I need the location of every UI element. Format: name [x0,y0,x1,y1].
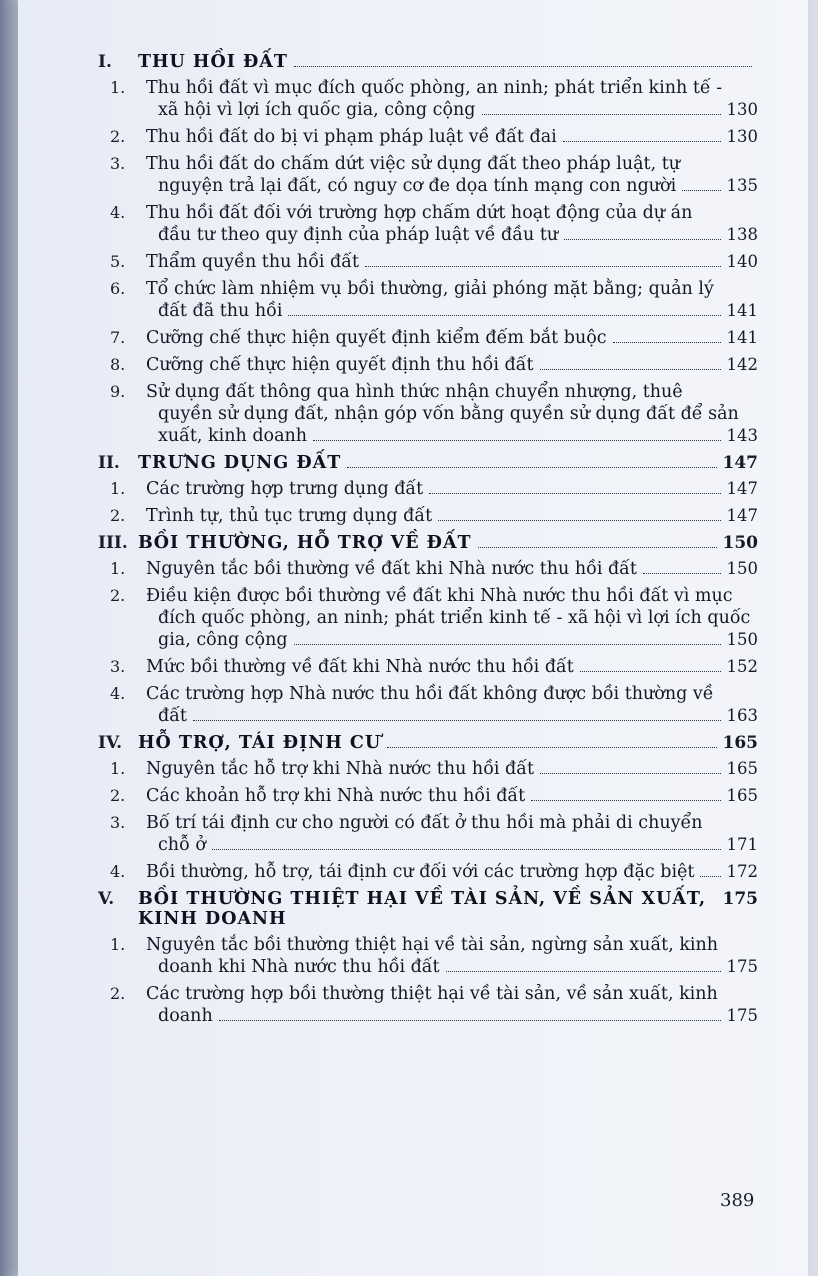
entry-text-continued: đất đã thu hồi [158,301,283,321]
entry-number: 6. [110,279,126,298]
entry-text-continued: chỗ ở [158,835,206,855]
entry-number: 2. [110,984,126,1003]
entry-page: 141 [726,301,758,320]
entry-number: 4. [110,862,126,881]
page-gutter [0,0,18,1276]
entry-page: 172 [726,862,758,881]
toc-entry [98,278,758,322]
entry-number: 3. [110,657,126,676]
toc-entry [98,251,758,273]
entry-number: 2. [110,127,126,146]
dot-leader [540,368,721,370]
entry-text: Các khoản hỗ trợ khi Nhà nước thu hồi đất [146,786,526,806]
entry-page: 165 [726,759,758,778]
page-number: 389 [720,1190,755,1211]
entry-number: 1. [110,78,126,97]
section-heading [98,533,758,553]
entry-text: Mức bồi thường về đất khi Nhà nước thu hồi đất [146,657,574,677]
entry-number: 2. [110,506,126,525]
dot-leader [347,466,716,468]
dot-leader [478,546,717,548]
toc-entry [98,683,758,727]
section-heading [98,889,758,929]
dot-leader [212,848,721,850]
toc-entry [98,656,758,678]
entry-page: 147 [726,479,758,498]
entry-number: 8. [110,355,126,374]
table-of-contents [98,52,758,1027]
entry-text-continued: đích quốc phòng, an ninh; phát triển kinh tế - xã hội vì lợi ích quốc [158,608,751,628]
entry-page: 147 [726,506,758,525]
dot-leader [446,970,721,972]
dot-leader [482,113,721,115]
entry-number: 3. [110,154,126,173]
entry-text-continued: quyền sử dụng đất, nhận góp vốn bằng quyền sử dụng đất để sản [158,404,739,424]
entry-page: 165 [726,786,758,805]
entry-number: 1. [110,759,126,778]
toc-entry [98,758,758,780]
entry-page: 171 [726,835,758,854]
section-title: HỖ TRỢ, TÁI ĐỊNH CƯ [138,733,382,753]
toc-entry [98,785,758,807]
dot-leader [682,189,720,191]
toc-entry [98,202,758,246]
entry-text: Điều kiện được bồi thường về đất khi Nhà nước thu hồi đất vì mục [146,586,733,606]
entry-text: Thu hồi đất do bị vi phạm pháp luật về đất đai [146,127,557,147]
section-page: 150 [722,533,758,553]
toc-entry [98,934,758,978]
entry-text: Bồi thường, hỗ trợ, tái định cư đối với các trường hợp đặc biệt [146,862,695,882]
dot-leader [564,238,720,240]
section-heading [98,52,758,72]
section-heading [98,733,758,753]
dot-leader [438,519,720,521]
toc-entry [98,77,758,121]
dot-leader [219,1019,721,1021]
entry-page: 141 [726,328,758,347]
entry-number: 5. [110,252,126,271]
dot-leader [580,670,721,672]
entry-number: 1. [110,935,126,954]
dot-leader [365,265,720,267]
entry-text-continued: đầu tư theo quy định của pháp luật về đầu tư [158,225,559,245]
entry-number: 1. [110,479,126,498]
toc-entry [98,153,758,197]
entry-text: Tổ chức làm nhiệm vụ bồi thường, giải phóng mặt bằng; quản lý [146,279,714,299]
entry-text: Thu hồi đất do chấm dứt việc sử dụng đất theo pháp luật, tự [146,154,680,174]
section-page: 147 [722,453,758,473]
dot-leader [563,140,721,142]
entry-text-continued: gia, công cộng [158,630,288,650]
dot-leader [613,341,721,343]
entry-text: Cưỡng chế thực hiện quyết định kiểm đếm bắt buộc [146,328,607,348]
entry-text: Thu hồi đất đối với trường hợp chấm dứt hoạt động của dự án [146,203,693,223]
entry-page: 175 [726,957,758,976]
entry-text: Sử dụng đất thông qua hình thức nhận chuyển nhượng, thuê [146,382,683,402]
section-number: IV. [98,733,123,753]
entry-number: 2. [110,786,126,805]
dot-leader [294,643,721,645]
dot-leader [294,65,752,67]
entry-number: 4. [110,203,126,222]
entry-text: Cưỡng chế thực hiện quyết định thu hồi đất [146,355,534,375]
entry-page: 163 [726,706,758,725]
entry-page: 130 [726,127,758,146]
toc-entry [98,983,758,1027]
entry-page: 142 [726,355,758,374]
entry-text-continued: doanh [158,1006,213,1026]
toc-entry [98,354,758,376]
dot-leader [540,772,720,774]
entry-text: Bố trí tái định cư cho người có đất ở thu hồi mà phải di chuyển [146,813,703,833]
entry-text: Các trường hợp Nhà nước thu hồi đất không được bồi thường về [146,684,714,704]
dot-leader [700,875,720,877]
entry-number: 1. [110,559,126,578]
toc-entry [98,812,758,856]
entry-number: 4. [110,684,126,703]
dot-leader [313,439,720,441]
entry-text: Nguyên tắc hỗ trợ khi Nhà nước thu hồi đất [146,759,535,779]
dot-leader [531,799,720,801]
entry-page: 140 [726,252,758,271]
toc-entry [98,126,758,148]
section-number: V. [98,889,115,909]
toc-entry [98,861,758,883]
entry-page: 135 [726,176,758,195]
section-title: BỒI THƯỜNG THIỆT HẠI VỀ TÀI SẢN, VỀ SẢN XUẤT, KINH DOANH [138,889,707,929]
toc-entry [98,327,758,349]
entry-text: Các trường hợp trưng dụng đất [146,479,424,499]
dot-leader [193,719,721,721]
entry-text-continued: xuất, kinh doanh [158,426,308,446]
section-number: I. [98,52,112,72]
section-number: II. [98,453,120,473]
entry-page: 175 [726,1006,758,1025]
entry-page: 150 [726,630,758,649]
entry-page: 143 [726,426,758,445]
entry-text-continued: doanh khi Nhà nước thu hồi đất [158,957,440,977]
toc-entry [98,381,758,447]
entry-text-continued: đất [158,706,187,726]
section-page: 165 [722,733,758,753]
entry-text-continued: nguyện trả lại đất, có nguy cơ đe dọa tính mạng con người [158,176,677,196]
toc-entry [98,478,758,500]
book-page [18,0,808,1276]
toc-entry [98,558,758,580]
entry-number: 7. [110,328,126,347]
section-heading [98,453,758,473]
dot-leader [643,572,721,574]
entry-text-continued: xã hội vì lợi ích quốc gia, công cộng [158,100,476,120]
entry-text: Thẩm quyền thu hồi đất [146,252,360,272]
entry-page: 150 [726,559,758,578]
toc-entry [98,585,758,651]
toc-entry [98,505,758,527]
entry-number: 3. [110,813,126,832]
dot-leader [429,492,720,494]
entry-page: 152 [726,657,758,676]
section-title: BỒI THƯỜNG, HỖ TRỢ VỀ ĐẤT [138,533,472,553]
section-number: III. [98,533,128,553]
entry-number: 2. [110,586,126,605]
section-title: THU HỒI ĐẤT [138,52,288,72]
section-page: 175 [722,889,758,909]
entry-text: Thu hồi đất vì mục đích quốc phòng, an ninh; phát triển kinh tế - [146,78,723,98]
section-title: TRƯNG DỤNG ĐẤT [138,453,342,473]
entry-number: 9. [110,382,126,401]
dot-leader [387,746,716,748]
entry-page: 130 [726,100,758,119]
entry-text: Nguyên tắc bồi thường thiệt hại về tài sản, ngừng sản xuất, kinh [146,935,719,955]
dot-leader [288,314,720,316]
entry-page: 138 [726,225,758,244]
entry-text: Trình tự, thủ tục trưng dụng đất [146,506,433,526]
entry-text: Các trường hợp bồi thường thiệt hại về tài sản, về sản xuất, kinh [146,984,718,1004]
entry-text: Nguyên tắc bồi thường về đất khi Nhà nước thu hồi đất [146,559,637,579]
